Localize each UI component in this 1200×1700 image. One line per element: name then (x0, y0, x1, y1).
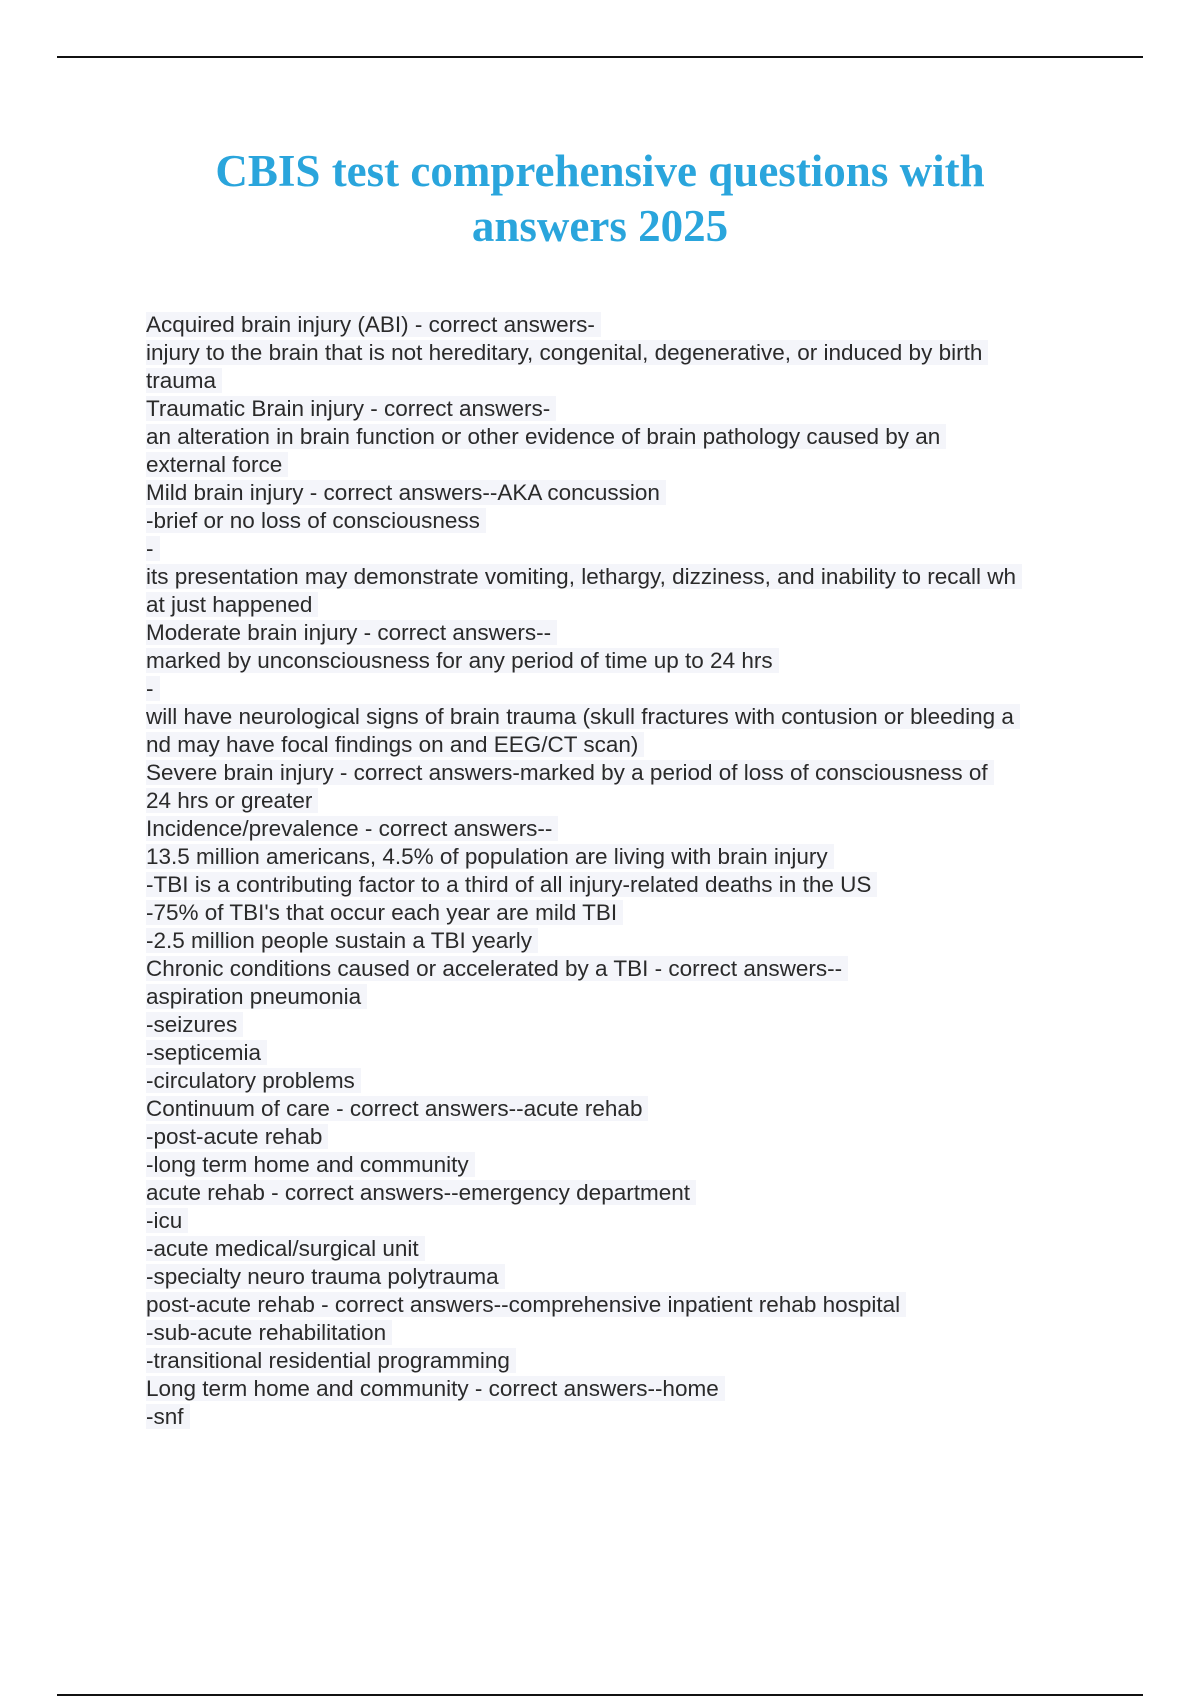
text-line: Mild brain injury - correct answers--AKA concussion (146, 479, 1096, 507)
text-line: -75% of TBI's that occur each year are mild TBI (146, 899, 1096, 927)
text-line: trauma (146, 367, 1096, 395)
text-line: Long term home and community - correct answers--home (146, 1375, 1096, 1403)
text-line: Traumatic Brain injury - correct answers- (146, 395, 1096, 423)
text-line: -TBI is a contributing factor to a third of all injury-related deaths in the US (146, 871, 1096, 899)
text-line: injury to the brain that is not hereditary, congenital, degenerative, or induced by birth (146, 339, 1096, 367)
text-line: nd may have focal findings on and EEG/CT scan) (146, 731, 1096, 759)
text-line: 24 hrs or greater (146, 787, 1096, 815)
text-line: -septicemia (146, 1039, 1096, 1067)
text-line: Chronic conditions caused or accelerated by a TBI - correct answers-- (146, 955, 1096, 983)
text-line: -2.5 million people sustain a TBI yearly (146, 927, 1096, 955)
text-line: at just happened (146, 591, 1096, 619)
document-body (146, 311, 1096, 1431)
text-line: an alteration in brain function or other evidence of brain pathology caused by an (146, 423, 1096, 451)
text-line: -icu (146, 1207, 1096, 1235)
text-line: marked by unconsciousness for any period of time up to 24 hrs (146, 647, 1096, 675)
text-line: external force (146, 451, 1096, 479)
text-line: Severe brain injury - correct answers-marked by a period of loss of consciousness of (146, 759, 1096, 787)
text-line: aspiration pneumonia (146, 983, 1096, 1011)
document-title (100, 144, 1100, 254)
title-line-2: answers 2025 (471, 201, 729, 251)
text-line: its presentation may demonstrate vomiting, lethargy, dizziness, and inability to recall wh (146, 563, 1096, 591)
text-line: -post-acute rehab (146, 1123, 1096, 1151)
text-line: -brief or no loss of consciousness (146, 507, 1096, 535)
text-line: -acute medical/surgical unit (146, 1235, 1096, 1263)
top-rule (57, 56, 1143, 58)
title-line-1: CBIS test comprehensive questions with (215, 146, 985, 196)
text-line: -sub-acute rehabilitation (146, 1319, 1096, 1347)
text-line: post-acute rehab - correct answers--comprehensive inpatient rehab hospital (146, 1291, 1096, 1319)
text-line: Incidence/prevalence - correct answers-- (146, 815, 1096, 843)
text-line: -snf (146, 1403, 1096, 1431)
text-line: 13.5 million americans, 4.5% of population are living with brain injury (146, 843, 1096, 871)
text-line: Continuum of care - correct answers--acute rehab (146, 1095, 1096, 1123)
text-line: Moderate brain injury - correct answers-- (146, 619, 1096, 647)
text-line: -seizures (146, 1011, 1096, 1039)
text-line: will have neurological signs of brain trauma (skull fractures with contusion or bleeding a (146, 703, 1096, 731)
bottom-rule (57, 1694, 1143, 1696)
text-line: -transitional residential programming (146, 1347, 1096, 1375)
text-line: -circulatory problems (146, 1067, 1096, 1095)
text-line: -long term home and community (146, 1151, 1096, 1179)
text-line: -specialty neuro trauma polytrauma (146, 1263, 1096, 1291)
text-line: - (146, 535, 1096, 563)
text-line: Acquired brain injury (ABI) - correct answers- (146, 311, 1096, 339)
text-line: - (146, 675, 1096, 703)
text-line: acute rehab - correct answers--emergency department (146, 1179, 1096, 1207)
